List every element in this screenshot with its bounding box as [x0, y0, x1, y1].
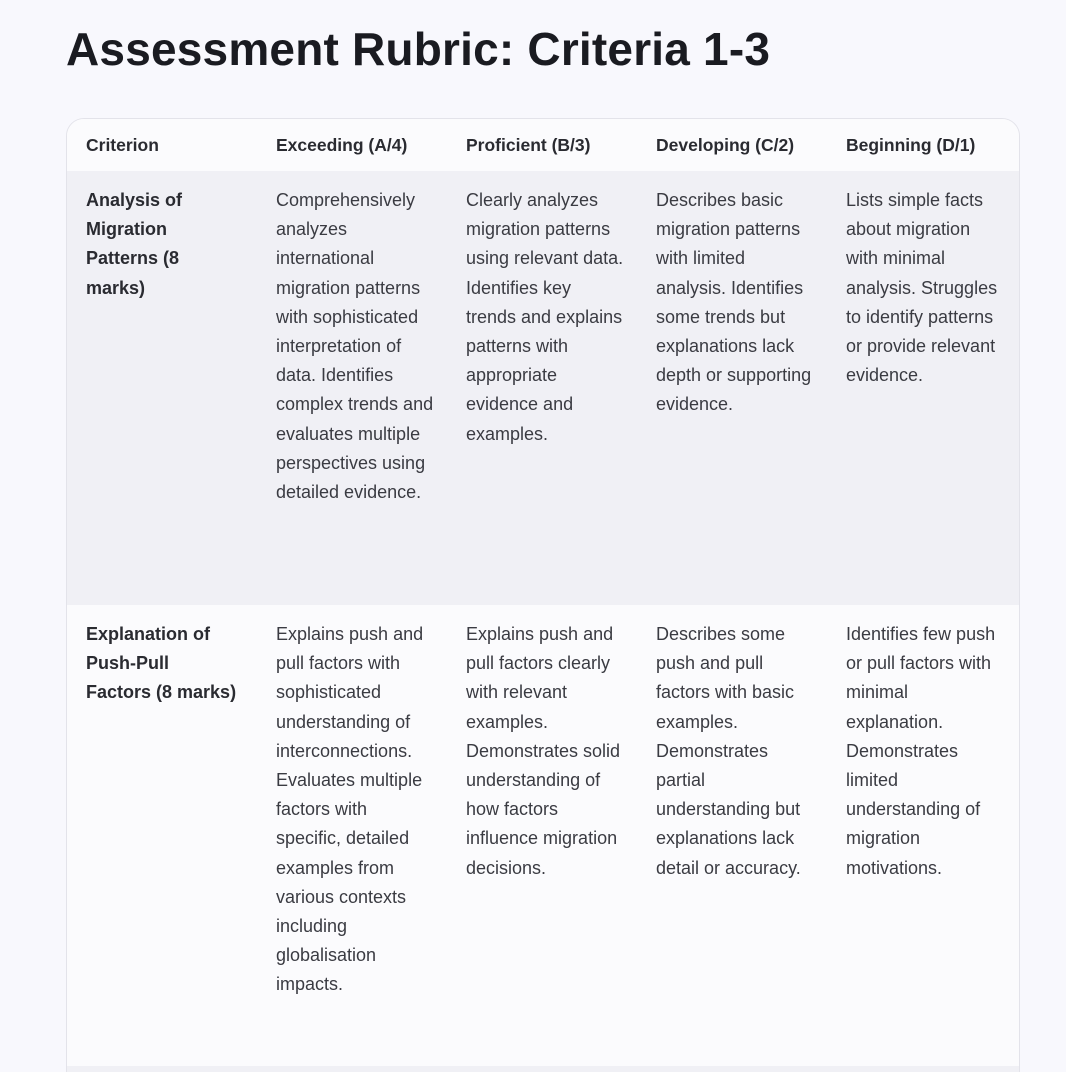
beginning-cell: Identifies few push or pull factors with minimal explanation. Demonstrates limited understanding of migration motivations. — [827, 605, 1019, 1066]
developing-cell: Describes some push and pull factors with basic examples. Demonstrates partial understanding but explanations lack detail or accuracy. — [637, 605, 827, 1066]
exceeding-cell: Explains push and pull factors with sophisticated understanding of interconnections. Evaluates multiple factors with specific, detailed examples from various contexts including globalisation impacts. — [257, 605, 447, 1066]
header-criterion: Criterion — [67, 119, 257, 171]
proficient-cell: Clearly analyzes migration patterns using relevant data. Identifies key trends and explains patterns with appropriate evidence and examples. — [447, 171, 637, 605]
table-row — [67, 171, 1019, 605]
criterion-cell: Explanation of Push-Pull Factors (8 marks) — [67, 605, 257, 1066]
header-proficient: Proficient (B/3) — [447, 119, 637, 171]
proficient-cell: Explains push and pull factors clearly with relevant examples. Demonstrates solid understanding of how factors influence migration decisions. — [447, 605, 637, 1066]
beginning-cell: Lists simple facts about migration with minimal analysis. Struggles to identify patterns or provide relevant evidence. — [827, 171, 1019, 605]
header-developing: Developing (C/2) — [637, 119, 827, 171]
rubric-table-card — [66, 118, 1020, 1072]
page-title: Assessment Rubric: Criteria 1-3 — [66, 23, 771, 75]
header-beginning: Beginning (D/1) — [827, 119, 1019, 171]
table-row-partial — [67, 1066, 1019, 1072]
developing-cell: Describes basic migration patterns with limited analysis. Identifies some trends but explanations lack depth or supporting evidence. — [637, 171, 827, 605]
exceeding-cell: Comprehensively analyzes international migration patterns with sophisticated interpretation of data. Identifies complex trends and evaluates multiple perspectives using detailed evidence. — [257, 171, 447, 605]
header-exceeding: Exceeding (A/4) — [257, 119, 447, 171]
rubric-table — [67, 119, 1019, 1072]
table-row — [67, 605, 1019, 1066]
table-header-row — [67, 119, 1019, 171]
criterion-cell: Analysis of Migration Patterns (8 marks) — [67, 171, 257, 605]
